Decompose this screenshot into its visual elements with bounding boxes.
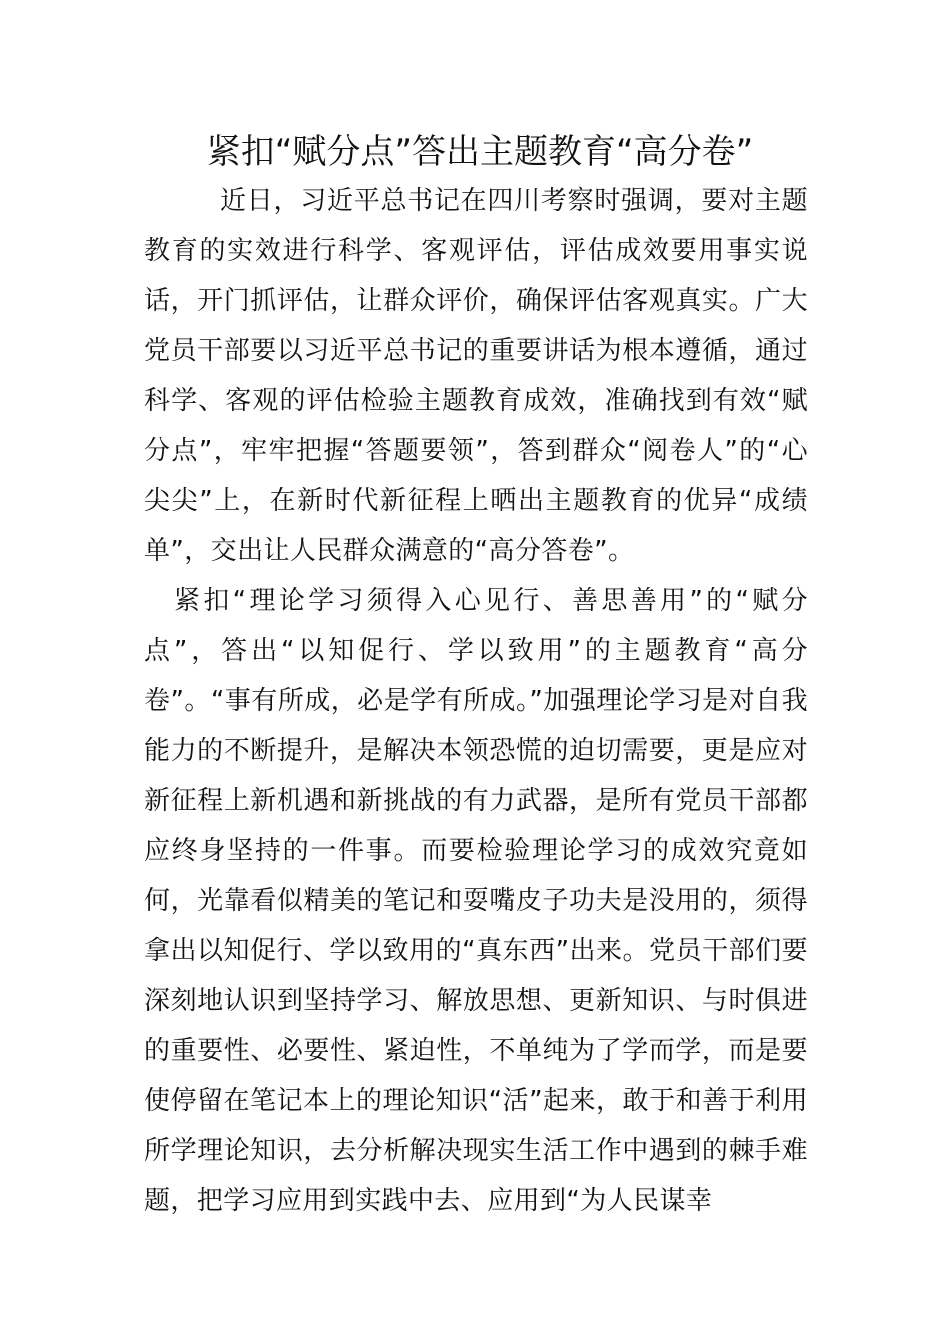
document-body bbox=[144, 176, 808, 1226]
document-title: 紧扣“赋分点”答出主题教育“高分卷” bbox=[206, 132, 754, 172]
paragraph-intro: 近日，习近平总书记在四川考察时强调，要对主题教育的实效进行科学、客观评估，评估成效要用事实说话，开门抓评估，让群众评价，确保评估客观真实。广大党员干部要以习近平总书记的重要讲话为根本遵循，通过科学、客观的评估检验主题教育成效，准确找到有效“赋分点”，牢牢把握“答题要领”，答到群众“阅卷人”的“心尖尖”上，在新时代新征程上晒出主题教育的优异“成绩单”，交出让人民群众满意的“高分答卷”。 bbox=[144, 186, 808, 566]
paragraph-theory-study: 紧扣“理论学习须得入心见行、善思善用”的“赋分点”，答出“以知促行、学以致用”的主题教育“高分卷”。“事有所成，必是学有所成。”加强理论学习是对自我能力的不断提升，是解决本领恐慌的迫切需要，更是应对新征程上新机遇和新挑战的有力武器，是所有党员干部都应终身坚持的一件事。而要检验理论学习的成效究竟如何，光靠看似精美的笔记和耍嘴皮子功夫是没用的，须得拿出以知促行、学以致用的“真东西”出来。党员干部们要深刻地认识到坚持学习、解放思想、更新知识、与时俱进的重要性、必要性、紧迫性，不单纯为了学而学，而是要使停留在笔记本上的理论知识“活”起来，敢于和善于利用所学理论知识，去分析解决现实生活工作中遇到的棘手难题，把学习应用到实践中去、应用到“为人民谋幸 bbox=[144, 586, 808, 1216]
